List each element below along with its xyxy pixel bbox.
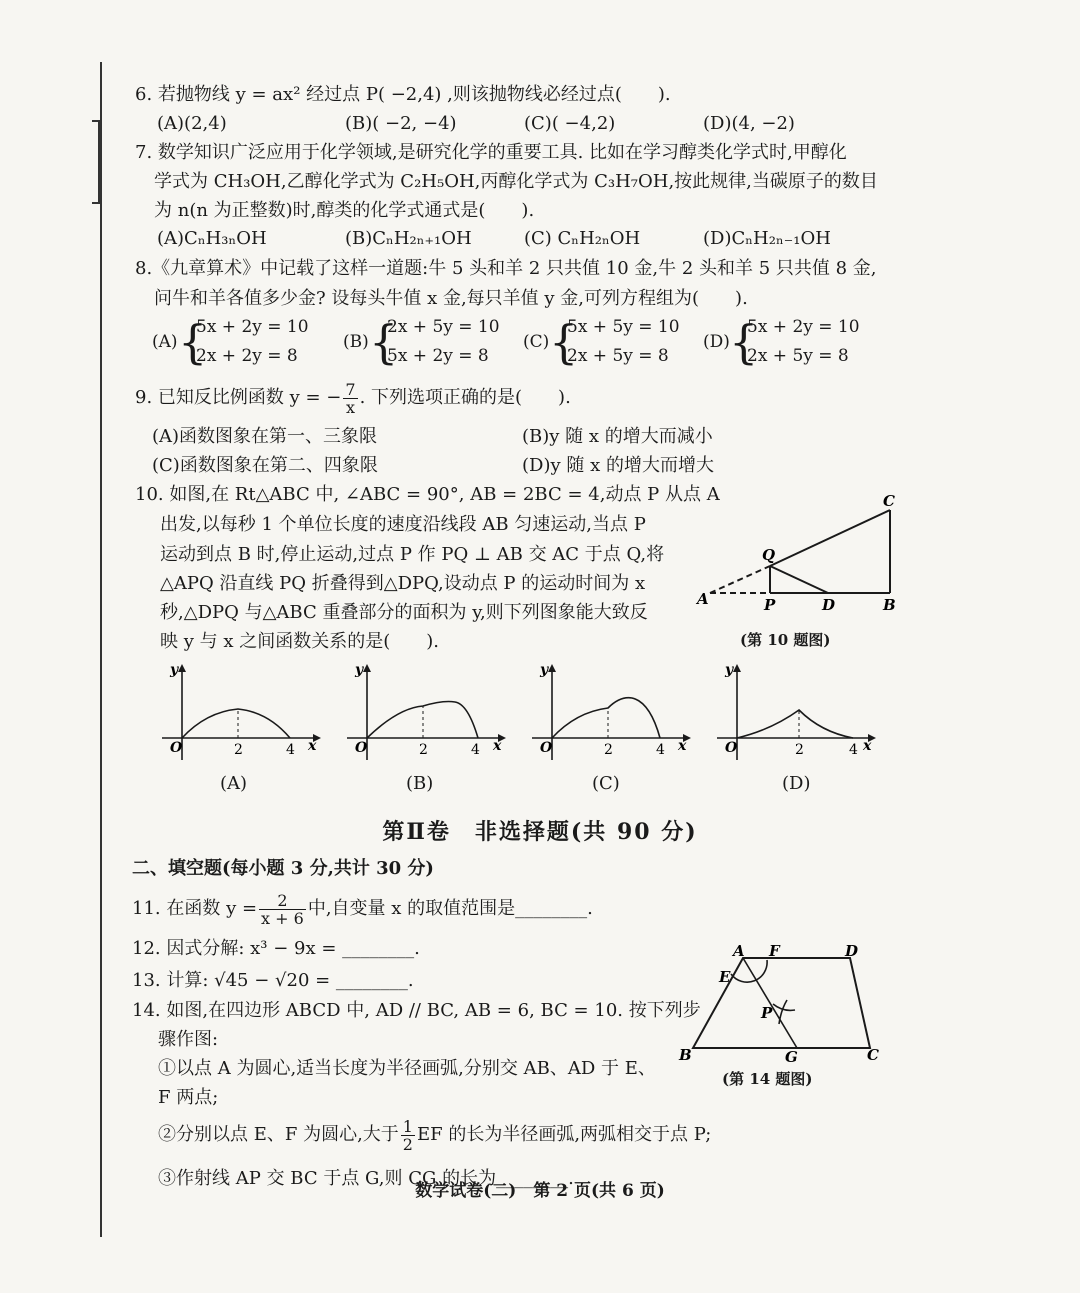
q9-option-a: (A)函数图象在第一、三象限 [152, 426, 378, 447]
q14-line-3: ①以点 A 为圆心,适当长度为半径画弧,分别交 AB、AD 于 E、 [158, 1058, 656, 1079]
q8-option-d-eq1: 5x + 2y = 10 [747, 317, 860, 337]
label-o: O [540, 740, 553, 756]
q14-line-2: 骤作图: [158, 1029, 219, 1050]
q9-stem [135, 378, 571, 418]
q14-line-4: F 两点; [158, 1087, 219, 1108]
binding-line [100, 62, 102, 1237]
label-o: O [725, 740, 738, 756]
q14-step-2-pre: ②分别以点 E、F 为圆心,大于 [158, 1124, 399, 1145]
q10-graph-c [528, 660, 698, 765]
q8-option-c-eq2: 2x + 5y = 8 [567, 346, 669, 366]
q14-line-1: 14. 如图,在四边形 ABCD 中, AD // BC, AB = 6, BC = 10. 按下列步 [132, 1000, 701, 1021]
q10-figure-caption: (第 10 题图) [740, 631, 831, 649]
q10-line-3: 运动到点 B 时,停止运动,过点 P 作 PQ ⊥ AB 交 AC 于点 Q,将 [160, 544, 665, 565]
segment-aq [710, 566, 770, 593]
q10-figure [690, 490, 910, 625]
q8-option-b-eq1: 2x + 5y = 10 [387, 317, 500, 337]
q7-line-3: 为 n(n 为正整数)时,醇类的化学式通式是( ). [154, 200, 535, 221]
q10-line-6: 映 y 与 x 之间函数关系的是( ). [160, 631, 439, 652]
q8-option-a-eq2: 2x + 2y = 8 [196, 346, 298, 366]
q11-fraction-num: 2 [259, 892, 306, 910]
q11-fraction-den: x + 6 [261, 908, 304, 928]
q8-line-2: 问牛和羊各值多少金? 设每头牛值 x 金,每只羊值 y 金,可列方程组为( ). [154, 288, 748, 309]
tick-4: 4 [471, 742, 480, 758]
q11 [132, 889, 593, 929]
q9-option-d: (D)y 随 x 的增大而增大 [522, 455, 714, 476]
label-b: B [883, 596, 896, 614]
q14-step-2-post: EF 的长为半径画弧,两弧相交于点 P; [416, 1124, 712, 1145]
q13: 13. 计算: √45 − √20 = ________. [132, 970, 414, 991]
label-f: F [769, 942, 780, 960]
tick-4: 4 [849, 742, 858, 758]
q14-fraction-den: 2 [402, 1134, 413, 1154]
y-axis-arrow-icon [363, 664, 371, 672]
part-heading: 二、填空题(每小题 3 分,共计 30 分) [132, 858, 434, 879]
q14-figure [675, 938, 890, 1068]
q12: 12. 因式分解: x³ − 9x = ________. [132, 938, 420, 959]
q8-option-b-label: (B) [343, 332, 369, 352]
q10-line-4: △APQ 沿直线 PQ 折叠得到△DPQ,设动点 P 的运动时间为 x [160, 573, 646, 594]
q9-fraction-num: 7 [345, 379, 356, 399]
q6-option-d: (D)(4, −2) [703, 113, 795, 134]
q6-stem: 6. 若抛物线 y = ax² 经过点 P( −2,4) ,则该抛物线必经过点( ). [135, 84, 671, 105]
tick-2: 2 [795, 742, 804, 758]
q10-graph-d [713, 660, 883, 765]
q9-stem-pre: 9. 已知反比例函数 y = − [135, 387, 342, 408]
tick-4: 4 [286, 742, 295, 758]
label-g: G [785, 1048, 798, 1066]
q8-option-a-label: (A) [152, 332, 178, 352]
q9-stem-post: . 下列选项正确的是( ). [359, 387, 571, 408]
label-p: P [764, 596, 776, 614]
y-axis-arrow-icon [178, 664, 186, 672]
q9-fraction-den: x [345, 397, 356, 417]
q10-graph-label-d: (D) [782, 773, 811, 794]
brace-icon: { [178, 315, 208, 369]
q8-option-d [703, 313, 883, 371]
brace-icon: { [369, 315, 399, 369]
binding-bracket [92, 120, 100, 204]
label-y: y [725, 662, 734, 678]
page-footer: 数学试卷(二) 第 2 页(共 6 页) [415, 1181, 665, 1201]
curve [182, 709, 290, 738]
q11-fraction [259, 892, 306, 927]
label-a: A [733, 942, 745, 960]
label-p: P [761, 1004, 773, 1022]
q8-option-a-eq1: 5x + 2y = 10 [196, 317, 309, 337]
label-y: y [170, 662, 179, 678]
q8-option-b-eq2: 5x + 2y = 8 [387, 346, 489, 366]
label-b: B [679, 1046, 692, 1064]
segment-qd [770, 566, 828, 593]
q10-line-5: 秒,△DPQ 与△ABC 重叠部分的面积为 y,则下列图象能大致反 [160, 602, 648, 623]
label-y: y [355, 662, 364, 678]
curve [737, 710, 853, 738]
curve [552, 698, 660, 738]
q10-graph-a [158, 660, 328, 765]
q8-line-1: 8.《九章算术》中记载了这样一道题:牛 5 头和羊 2 只共值 10 金,牛 2 头和羊 5 只共值 8 金, [135, 258, 877, 279]
q8-option-d-eq2: 2x + 5y = 8 [747, 346, 849, 366]
label-c: C [883, 492, 895, 510]
q10-graph-label-b: (B) [406, 773, 434, 794]
label-o: O [170, 740, 183, 756]
q14-fraction [401, 1118, 415, 1153]
q9-fraction [343, 381, 357, 416]
section-title: 第Ⅱ卷 非选择题(共 90 分) [382, 819, 698, 845]
q11-post: 中,自变量 x 的取值范围是________. [307, 898, 593, 919]
label-q: Q [762, 546, 776, 564]
tick-4: 4 [656, 742, 665, 758]
q7-option-c: (C) CₙH₂ₙOH [524, 228, 641, 249]
q6-option-a: (A)(2,4) [157, 113, 227, 134]
q8-option-d-label: (D) [703, 332, 730, 352]
label-d: D [845, 942, 859, 960]
q14-fraction-num: 1 [402, 1116, 413, 1136]
q10-graph-label-c: (C) [592, 773, 620, 794]
segment-qc [770, 510, 890, 566]
label-e: E [719, 968, 731, 986]
y-axis-arrow-icon [733, 664, 741, 672]
q7-option-a: (A)CₙH₃ₙOH [157, 228, 267, 249]
q14-step-3: ③作射线 AP 交 BC 于点 G,则 CG 的长为________. [158, 1168, 574, 1189]
ray-ag [743, 958, 797, 1048]
q14-step-2 [158, 1115, 711, 1155]
tick-2: 2 [604, 742, 613, 758]
q7-option-d: (D)CₙH₂ₙ₋₁OH [703, 228, 831, 249]
y-axis-arrow-icon [548, 664, 556, 672]
q7-option-b: (B)CₙH₂ₙ₊₁OH [345, 228, 472, 249]
q10-graph-b [343, 660, 513, 765]
arc-p2 [779, 1000, 787, 1024]
q8-option-a [152, 313, 332, 371]
q10-line-2: 出发,以每秒 1 个单位长度的速度沿线段 AB 匀速运动,当点 P [160, 514, 646, 535]
label-c: C [867, 1046, 879, 1064]
brace-icon: { [729, 315, 759, 369]
label-a: A [697, 590, 709, 608]
label-y: y [540, 662, 549, 678]
label-o: O [355, 740, 368, 756]
q8-option-b [343, 313, 523, 371]
label-d: D [822, 596, 836, 614]
q6-option-b: (B)( −2, −4) [345, 113, 457, 134]
label-x: x [863, 738, 872, 754]
label-x: x [308, 738, 317, 754]
q8-option-c-label: (C) [523, 332, 550, 352]
label-x: x [678, 738, 687, 754]
q14-figure-caption: (第 14 题图) [722, 1070, 813, 1088]
label-x: x [493, 738, 502, 754]
q8-option-c-eq1: 5x + 5y = 10 [567, 317, 680, 337]
tick-2: 2 [419, 742, 428, 758]
q10-graph-label-a: (A) [220, 773, 248, 794]
q10-line-1: 10. 如图,在 Rt△ABC 中, ∠ABC = 90°, AB = 2BC = 4,动点 P 从点 A [135, 484, 720, 505]
q7-line-1: 7. 数学知识广泛应用于化学领域,是研究化学的重要工具. 比如在学习醇类化学式时,甲醇化 [135, 142, 847, 163]
q9-option-b: (B)y 随 x 的增大而减小 [522, 426, 713, 447]
q6-option-c: (C)( −4,2) [524, 113, 616, 134]
q9-option-c: (C)函数图象在第二、四象限 [152, 455, 378, 476]
q7-line-2: 学式为 CH₃OH,乙醇化学式为 C₂H₅OH,丙醇化学式为 C₃H₇OH,按此规律,当碳原子的数目 [154, 171, 878, 192]
brace-icon: { [549, 315, 579, 369]
q8-option-c [523, 313, 703, 371]
q11-pre: 11. 在函数 y = [132, 898, 258, 919]
tick-2: 2 [234, 742, 243, 758]
